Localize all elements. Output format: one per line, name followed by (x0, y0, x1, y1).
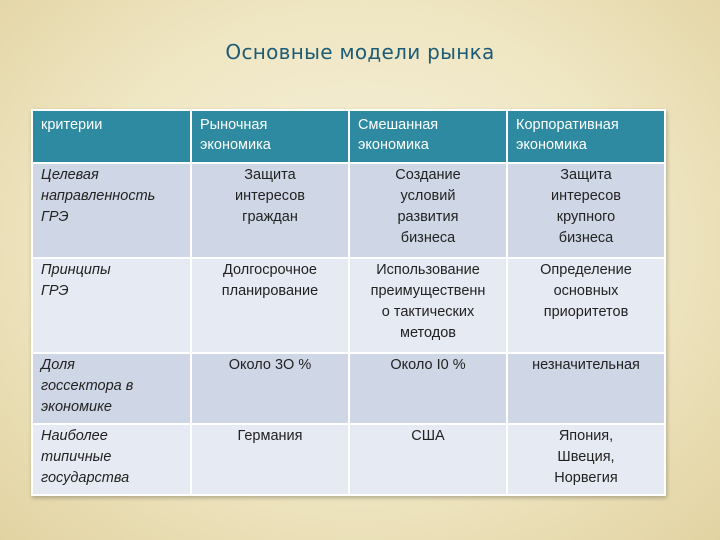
criterion-text: Наиболее типичные государства (41, 428, 130, 486)
header-mixed-economy-label: Смешанная экономика (358, 117, 439, 153)
criterion-text: Принципы ГРЭ (41, 262, 111, 299)
header-market-economy-label: Рыночная экономика (200, 117, 271, 153)
mixed-cell (349, 353, 507, 424)
criterion-cell (32, 163, 191, 258)
header-criteria-label: критерии (41, 117, 103, 133)
header-mixed-economy (349, 110, 507, 163)
corporate-cell (507, 353, 665, 424)
mixed-text: Около I0 % (390, 357, 466, 373)
header-corporate-economy (507, 110, 665, 163)
market-text: Германия (237, 428, 303, 444)
market-cell (191, 424, 349, 495)
header-market-economy (191, 110, 349, 163)
mixed-cell (349, 424, 507, 495)
corporate-text: незначительная (532, 357, 640, 373)
corporate-cell (507, 258, 665, 353)
criterion-text: Доля госсектора в экономике (41, 357, 134, 415)
market-text: Защита интересов граждан (235, 167, 305, 225)
corporate-text: Защита интересов крупного бизнеса (551, 167, 621, 246)
mixed-text: Создание условий развития бизнеса (395, 167, 461, 246)
table-header-row (32, 110, 665, 163)
mixed-text: Использование преимущественн о тактических методов (370, 262, 486, 341)
mixed-cell (349, 258, 507, 353)
mixed-cell (349, 163, 507, 258)
criterion-text: Целевая направленность ГРЭ (41, 167, 156, 225)
market-models-table (31, 109, 666, 496)
corporate-cell (507, 163, 665, 258)
market-cell (191, 353, 349, 424)
header-corporate-economy-label: Корпоративная экономика (516, 117, 619, 153)
table-row (32, 424, 665, 495)
corporate-text: Япония, Швеция, Норвегия (554, 428, 618, 486)
table-row (32, 353, 665, 424)
corporate-text: Определение основных приоритетов (540, 262, 632, 320)
table-row (32, 258, 665, 353)
market-text: Около 3О % (228, 357, 312, 373)
mixed-text: США (411, 428, 445, 444)
market-cell (191, 163, 349, 258)
corporate-cell (507, 424, 665, 495)
market-text: Долгосрочное планирование (221, 262, 319, 299)
table-row (32, 163, 665, 258)
criterion-cell (32, 424, 191, 495)
criterion-cell (32, 353, 191, 424)
criterion-cell (32, 258, 191, 353)
slide-title: Основные модели рынка (225, 40, 495, 64)
header-criteria (32, 110, 191, 163)
market-cell (191, 258, 349, 353)
